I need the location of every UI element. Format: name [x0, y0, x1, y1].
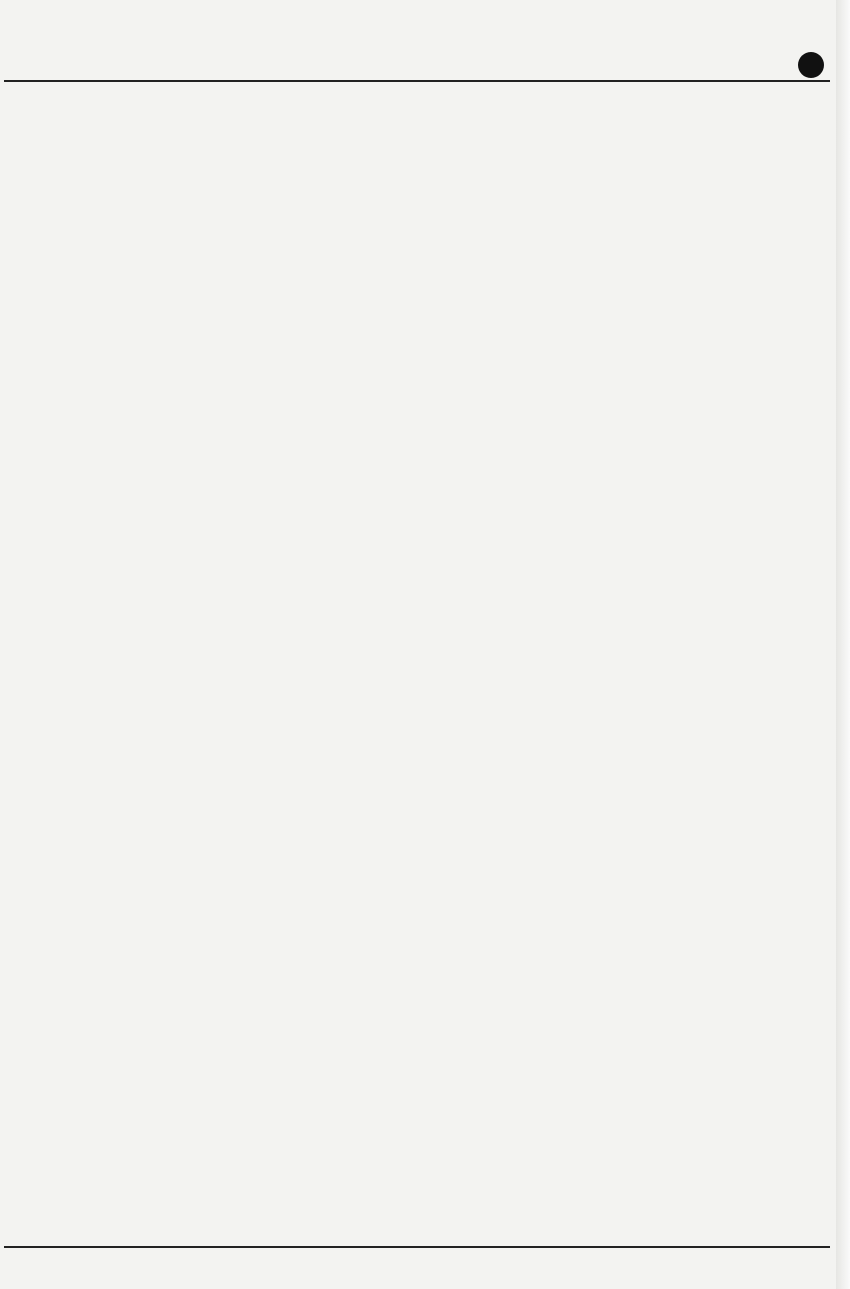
header-rule [4, 80, 830, 82]
masthead [4, 48, 830, 78]
page-number-badge [798, 52, 824, 78]
footer-rule [4, 1246, 830, 1248]
page-fold-shadow [836, 0, 850, 1289]
